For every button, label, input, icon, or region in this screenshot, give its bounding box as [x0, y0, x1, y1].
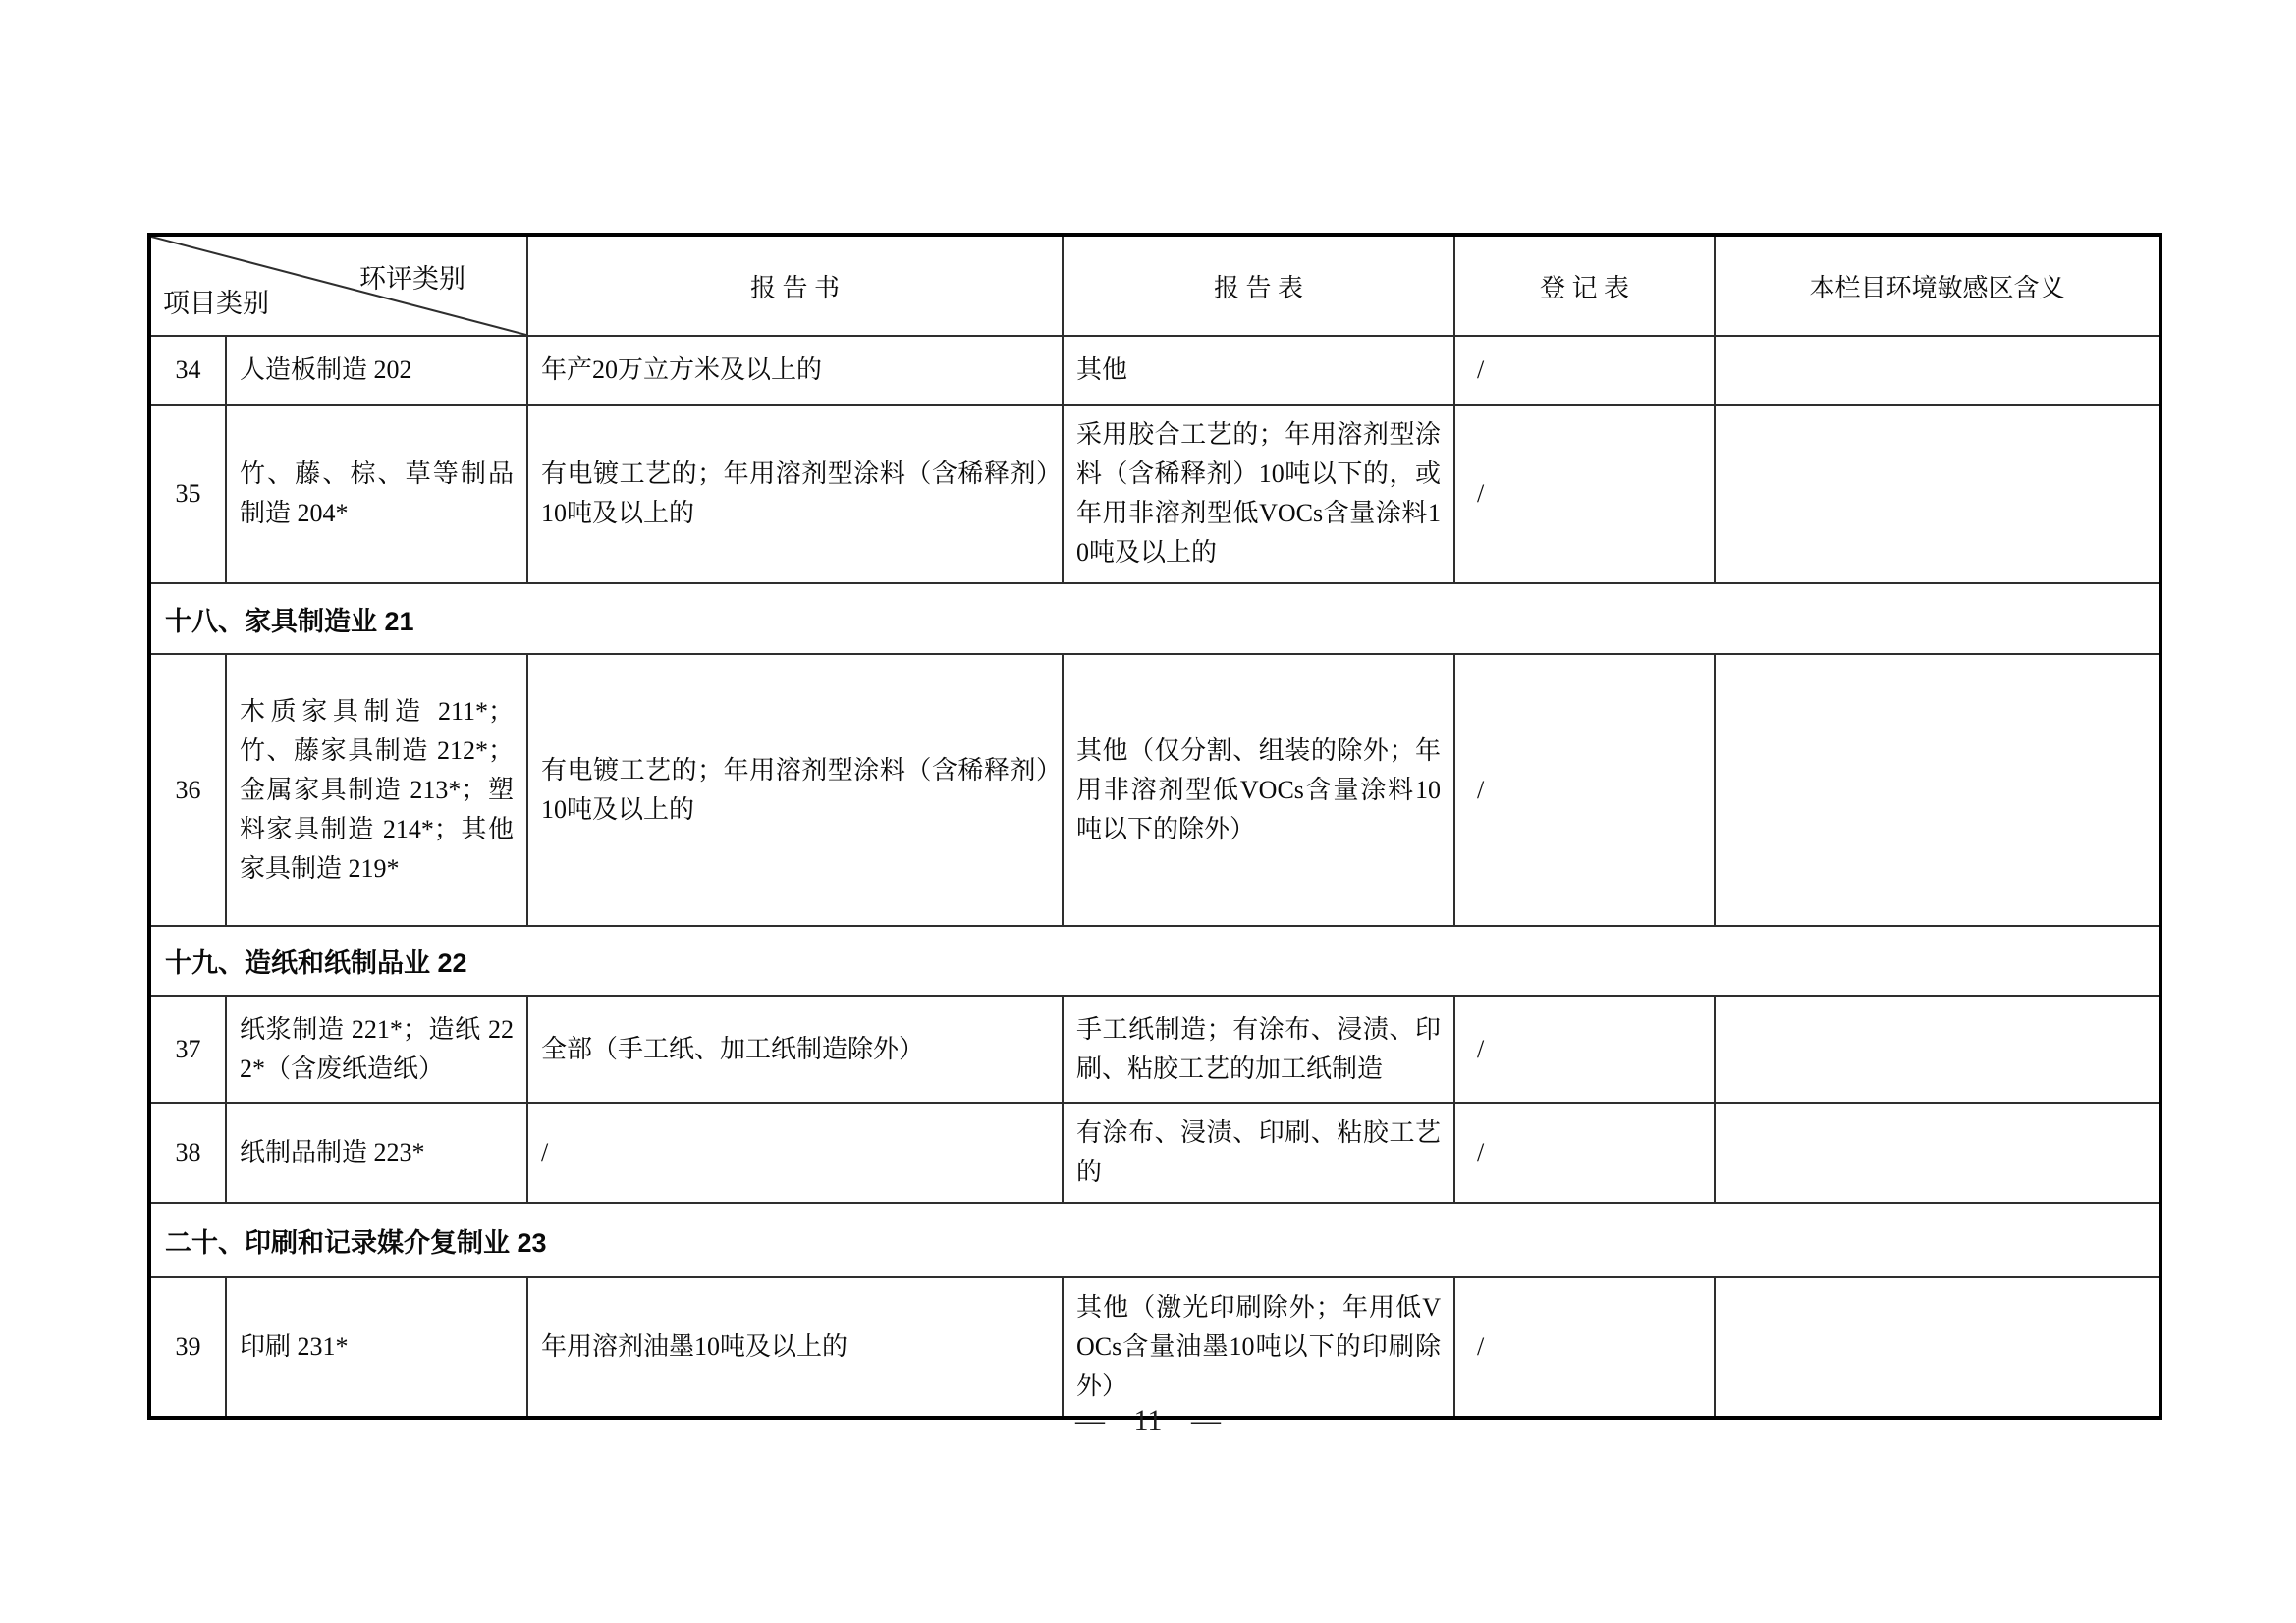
- row-number: 34: [149, 336, 226, 405]
- sensitive-area-meaning-cell: [1715, 1103, 2160, 1203]
- registration-form-cell: /: [1454, 1277, 1715, 1418]
- registration-form-cell: /: [1454, 654, 1715, 926]
- report-form-cell: 其他（仅分割、组装的除外；年用非溶剂型低VOCs含量涂料10吨以下的除外）: [1063, 654, 1454, 926]
- registration-form-cell: /: [1454, 405, 1715, 583]
- report-book-cell: 年用溶剂油墨10吨及以上的: [527, 1277, 1063, 1418]
- report-form-cell: 其他: [1063, 336, 1454, 405]
- section-header-label: 十八、家具制造业 21: [149, 583, 2160, 654]
- registration-form-cell: /: [1454, 996, 1715, 1103]
- header-report-book: 报 告 书: [527, 235, 1063, 336]
- footer-left-dash: —: [1075, 1404, 1106, 1436]
- page-footer: [0, 1404, 2296, 1437]
- footer-right-dash: —: [1190, 1404, 1221, 1436]
- header-project-category-label: 项目类别: [163, 289, 269, 318]
- eia-category-table: [147, 233, 2162, 1420]
- page-number: 11: [1133, 1404, 1163, 1436]
- header-diagonal-cell: [149, 235, 527, 336]
- project-category-cell: 纸浆制造 221*；造纸 222*（含废纸造纸）: [226, 996, 527, 1103]
- report-book-cell: 年产20万立方米及以上的: [527, 336, 1063, 405]
- section-header-label: 十九、造纸和纸制品业 22: [149, 926, 2160, 996]
- row-number: 38: [149, 1103, 226, 1203]
- project-category-cell: 人造板制造 202: [226, 336, 527, 405]
- project-category-cell: 印刷 231*: [226, 1277, 527, 1418]
- report-book-cell: /: [527, 1103, 1063, 1203]
- table-header-row: [149, 235, 2160, 336]
- project-category-cell: 竹、藤、棕、草等制品制造 204*: [226, 405, 527, 583]
- project-category-cell: 木质家具制造 211*；竹、藤家具制造 212*；金属家具制造 213*；塑料家具制造 214*；其他家具制造 219*: [226, 654, 527, 926]
- header-eia-category-label: 环评类别: [359, 264, 465, 294]
- sensitive-area-meaning-cell: [1715, 405, 2160, 583]
- header-registration-form: 登 记 表: [1454, 235, 1715, 336]
- sensitive-area-meaning-cell: [1715, 336, 2160, 405]
- project-category-cell: 纸制品制造 223*: [226, 1103, 527, 1203]
- report-book-cell: 有电镀工艺的；年用溶剂型涂料（含稀释剂）10吨及以上的: [527, 654, 1063, 926]
- header-report-form: 报 告 表: [1063, 235, 1454, 336]
- sensitive-area-meaning-cell: [1715, 654, 2160, 926]
- sensitive-area-meaning-cell: [1715, 996, 2160, 1103]
- table-row: [149, 996, 2160, 1103]
- table-row: [149, 654, 2160, 926]
- table-row: [149, 405, 2160, 583]
- registration-form-cell: /: [1454, 1103, 1715, 1203]
- row-number: 35: [149, 405, 226, 583]
- section-header-label: 二十、印刷和记录媒介复制业 23: [149, 1203, 2160, 1277]
- report-form-cell: 采用胶合工艺的；年用溶剂型涂料（含稀释剂）10吨以下的，或年用非溶剂型低VOCs含量涂料10吨及以上的: [1063, 405, 1454, 583]
- row-number: 39: [149, 1277, 226, 1418]
- registration-form-cell: /: [1454, 336, 1715, 405]
- sensitive-area-meaning-cell: [1715, 1277, 2160, 1418]
- section-row: [149, 583, 2160, 654]
- report-form-cell: 手工纸制造；有涂布、浸渍、印刷、粘胶工艺的加工纸制造: [1063, 996, 1454, 1103]
- report-book-cell: 全部（手工纸、加工纸制造除外）: [527, 996, 1063, 1103]
- table-row: [149, 1277, 2160, 1418]
- row-number: 36: [149, 654, 226, 926]
- section-row: [149, 1203, 2160, 1277]
- table-row: [149, 1103, 2160, 1203]
- row-number: 37: [149, 996, 226, 1103]
- header-sensitive-area-meaning: 本栏目环境敏感区含义: [1715, 235, 2160, 336]
- report-form-cell: 其他（激光印刷除外；年用低VOCs含量油墨10吨以下的印刷除外）: [1063, 1277, 1454, 1418]
- report-book-cell: 有电镀工艺的；年用溶剂型涂料（含稀释剂）10吨及以上的: [527, 405, 1063, 583]
- section-row: [149, 926, 2160, 996]
- table-body: [149, 336, 2160, 1418]
- report-form-cell: 有涂布、浸渍、印刷、粘胶工艺的: [1063, 1103, 1454, 1203]
- table-row: [149, 336, 2160, 405]
